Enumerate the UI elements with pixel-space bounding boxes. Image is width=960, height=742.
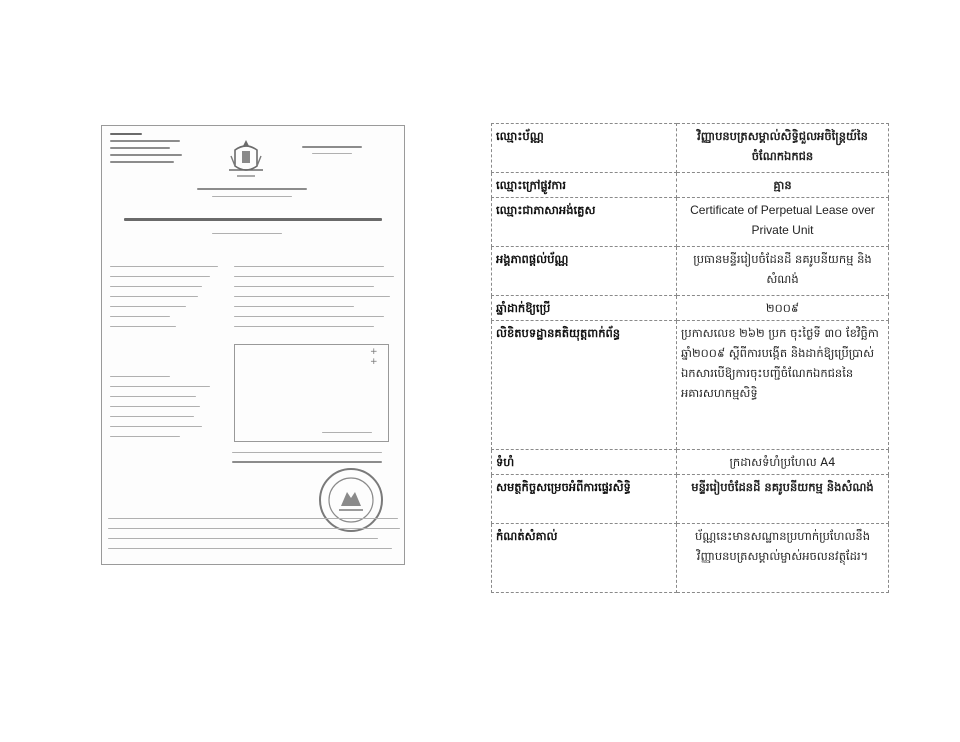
row-key: សមត្ថកិច្ចសម្រេចអំពីការផ្ទេរសិទ្ធិ [492, 475, 677, 524]
table-row [492, 198, 889, 247]
row-value: មន្ទីររៀបចំដែនដី នគរូបនីយកម្ម និងសំណង់ [677, 475, 889, 524]
certificate-form-image: + + [101, 125, 405, 565]
info-table [491, 123, 889, 593]
row-key: ឈ្មោះប័ណ្ណ [492, 124, 677, 173]
table-row [492, 321, 889, 450]
row-key: ឈ្មោះជាភាសាអង់គ្លេស [492, 198, 677, 247]
table-row [492, 475, 889, 524]
table-row [492, 173, 889, 198]
row-key: កំណត់សំគាល់ [492, 524, 677, 593]
row-value: គ្មាន [677, 173, 889, 198]
official-seal-icon [317, 466, 385, 534]
row-value: ក្រដាសទំហំប្រហែល A4 [677, 450, 889, 475]
row-key: ទំហំ [492, 450, 677, 475]
row-value: ប្រធានមន្ទីររៀបចំដែនដី នគរូបនីយកម្ម និង សំណង់ [677, 247, 889, 296]
table-row [492, 247, 889, 296]
plan-box [234, 344, 389, 442]
table-row [492, 524, 889, 593]
row-value: វិញ្ញាបនបត្រសម្គាល់សិទ្ធិជួលអចិន្ត្រៃយ៍នៃចំណែកឯកជន [677, 124, 889, 173]
row-key: លិខិតបទដ្ឋានគតិយុត្តពាក់ព័ន្ធ [492, 321, 677, 450]
row-key: ឈ្មោះក្រៅផ្លូវការ [492, 173, 677, 198]
row-value: ២០០៩ [677, 296, 889, 321]
table-row [492, 296, 889, 321]
table-row [492, 450, 889, 475]
row-key: ឆ្នាំដាក់ឱ្យប្រើ [492, 296, 677, 321]
table-row [492, 124, 889, 173]
row-value: Certificate of Perpetual Lease over Private Unit [677, 198, 889, 247]
royal-crest-icon [223, 136, 269, 182]
row-value: ប័ណ្ណនេះមានសណ្ឋានប្រហាក់ប្រហែលនឹងវិញ្ញាបនបត្រសម្គាល់ម្ចាស់អចលនវត្ថុដែរ។ [677, 524, 889, 593]
row-value: ប្រកាសលេខ ២៦២ ប្រក ចុះថ្ងៃទី ៣០ ខែវិច្ឆិកា ឆ្នាំ២០០៩ ស្តីពីការបង្កើត និងដាក់ឱ្យប្រើប្រាស់ឯកសារបើឱ្យការចុះបញ្ជីចំណែកឯកជននៃអគារសហកម្មសិទ្ធិ [677, 321, 889, 450]
row-key: អង្គភាពផ្តល់ប័ណ្ណ [492, 247, 677, 296]
